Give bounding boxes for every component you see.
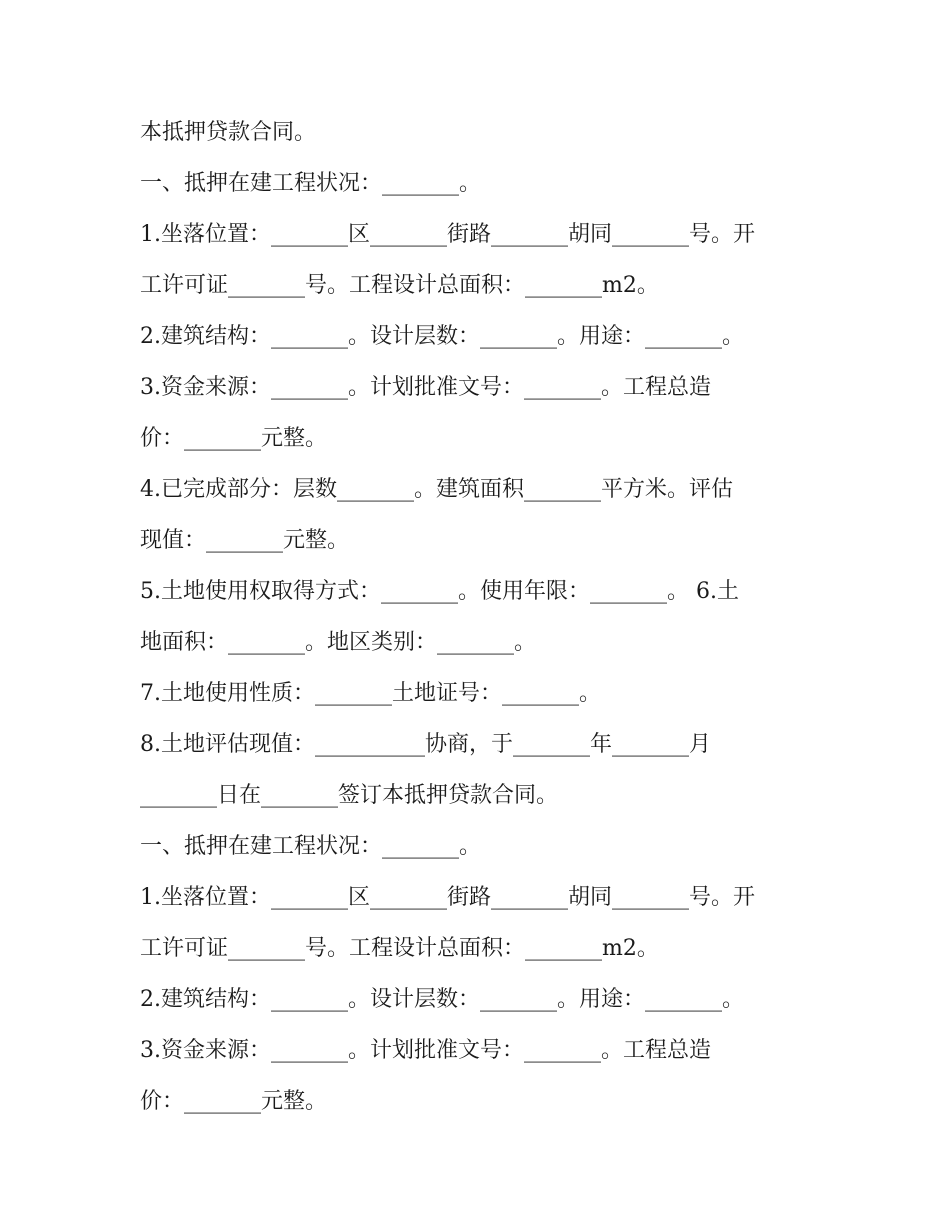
- text-line-16: 1.坐落位置：_______区_______街路_______胡同_______号。开: [140, 885, 755, 910]
- text-line-18: 2.建筑结构：_______。设计层数：_______。用途：_______。: [140, 987, 744, 1012]
- text-line-15: 一、抵押在建工程状况：_______。: [140, 834, 482, 859]
- text-line-1: 本抵押贷款合同。: [140, 120, 317, 145]
- text-line-3: 1.坐落位置：_______区_______街路_______胡同_______号。开: [140, 222, 755, 247]
- text-line-8: 4.已完成部分：层数_______。建筑面积_______平方米。评估: [140, 477, 733, 502]
- text-line-4: 工许可证_______号。工程设计总面积：_______m2。: [140, 273, 659, 298]
- text-line-19: 3.资金来源：_______。计划批准文号：_______。工程总造: [140, 1038, 711, 1063]
- text-line-6: 3.资金来源：_______。计划批准文号：_______。工程总造: [140, 375, 711, 400]
- text-line-11: 地面积：_______。地区类别：_______。: [140, 630, 537, 655]
- text-line-7: 价：_______元整。: [140, 426, 328, 451]
- text-line-14: _______日在_______签订本抵押贷款合同。: [140, 783, 559, 808]
- text-line-20: 价：_______元整。: [140, 1089, 328, 1114]
- text-line-12: 7.土地使用性质：_______土地证号：_______。: [140, 681, 601, 706]
- document-body: [140, 107, 820, 1127]
- text-line-10: 5.土地使用权取得方式：_______。使用年限：_______。 6.土: [140, 579, 739, 604]
- text-line-17: 工许可证_______号。工程设计总面积：_______m2。: [140, 936, 659, 961]
- text-line-9: 现值：_______元整。: [140, 528, 350, 553]
- text-line-5: 2.建筑结构：_______。设计层数：_______。用途：_______。: [140, 324, 744, 349]
- text-line-2: 一、抵押在建工程状况：_______。: [140, 171, 482, 196]
- text-line-13: 8.土地评估现值：__________协商，于_______年_______月: [140, 732, 711, 757]
